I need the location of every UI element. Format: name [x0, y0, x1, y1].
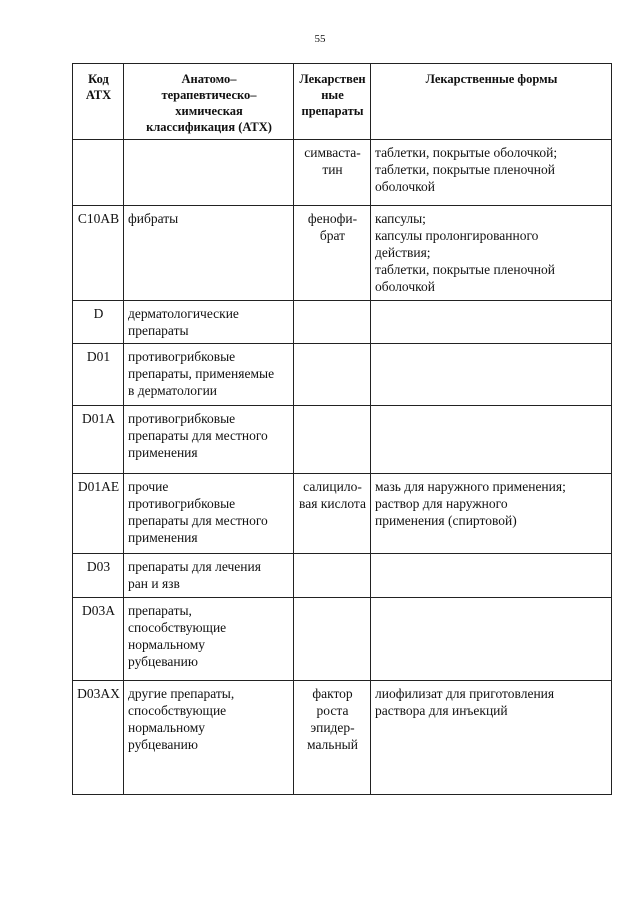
header-line: АТХ [85, 88, 112, 102]
cell-forms [371, 598, 612, 681]
cell-line: противогрибковые [128, 496, 236, 511]
cell-code [73, 554, 124, 598]
table-row [73, 301, 612, 344]
cell-classification [124, 554, 294, 598]
cell-drug [294, 474, 371, 554]
cell-classification [124, 344, 294, 406]
cell-drug [294, 206, 371, 301]
cell-line: таблетки, покрытые пленочной [375, 262, 556, 277]
cell-classification [124, 598, 294, 681]
header-classification [124, 64, 294, 140]
header-line: Лекарственные формы [425, 72, 558, 86]
header-line: препараты [301, 104, 364, 118]
cell-forms [371, 406, 612, 474]
header-line: Анатомо– [181, 72, 237, 86]
header-code [73, 64, 124, 140]
cell-drug [294, 554, 371, 598]
header-drugs [294, 64, 371, 140]
cell-drug [294, 406, 371, 474]
cell-line: капсулы; [375, 211, 426, 226]
table-row [73, 474, 612, 554]
cell-forms [371, 140, 612, 206]
cell-line: капсулы пролонгированного [375, 228, 539, 243]
cell-line: D03 [86, 559, 111, 574]
cell-line: в дерматологии [128, 383, 218, 398]
cell-line: применения [128, 530, 198, 545]
cell-drug [294, 140, 371, 206]
cell-code [73, 406, 124, 474]
cell-code [73, 344, 124, 406]
table-row [73, 406, 612, 474]
cell-line: эпидер- [310, 720, 355, 735]
cell-line: брат [319, 228, 346, 243]
table-header-row [73, 64, 612, 140]
cell-classification [124, 301, 294, 344]
cell-code [73, 206, 124, 301]
cell-code [73, 598, 124, 681]
cell-line: вая кислота [299, 496, 366, 511]
cell-line: раствор для наружного [375, 496, 508, 511]
table-row [73, 681, 612, 795]
cell-line: ран и язв [128, 576, 180, 591]
cell-classification [124, 681, 294, 795]
cell-line: рубцеванию [128, 737, 198, 752]
cell-code [73, 301, 124, 344]
cell-line: D03A [82, 603, 115, 618]
header-line: классификация (АТХ) [146, 120, 272, 134]
cell-line: таблетки, покрытые пленочной [375, 162, 556, 177]
cell-line: фибраты [128, 211, 179, 226]
cell-line: D01 [86, 349, 111, 364]
cell-forms [371, 301, 612, 344]
cell-line: нормальному [128, 720, 205, 735]
header-line: Код [88, 72, 109, 86]
cell-forms [371, 681, 612, 795]
table-row [73, 140, 612, 206]
cell-line: противогрибковые [128, 349, 236, 364]
cell-line: другие препараты, [128, 686, 235, 701]
cell-drug [294, 598, 371, 681]
cell-line: противогрибковые [128, 411, 236, 426]
cell-forms [371, 206, 612, 301]
cell-drug [294, 681, 371, 795]
cell-line: препараты [128, 323, 189, 338]
cell-line: D01AE [77, 479, 120, 494]
cell-line: фенофи- [307, 211, 358, 226]
cell-drug [294, 301, 371, 344]
table-row [73, 598, 612, 681]
cell-line: мазь для наружного применения; [375, 479, 566, 494]
header-line: терапевтическо– [161, 88, 257, 102]
atx-table [72, 63, 612, 795]
cell-classification [124, 206, 294, 301]
cell-drug [294, 344, 371, 406]
header-line: Лекарствен [299, 72, 366, 86]
cell-line: лиофилизат для приготовления [375, 686, 555, 701]
cell-line: D03AX [77, 686, 120, 701]
cell-line: фактор [312, 686, 353, 701]
cell-code [73, 474, 124, 554]
cell-line: тин [322, 162, 343, 177]
cell-classification [124, 406, 294, 474]
cell-forms [371, 554, 612, 598]
cell-line: прочие [128, 479, 169, 494]
cell-line: способствующие [128, 620, 227, 635]
cell-code [73, 140, 124, 206]
cell-classification [124, 474, 294, 554]
header-forms [371, 64, 612, 140]
table-row [73, 554, 612, 598]
cell-line: препараты для местного [128, 428, 268, 443]
cell-line: препараты, [128, 603, 192, 618]
page-number: 55 [314, 33, 326, 45]
header-line: ные [321, 88, 344, 102]
cell-code [73, 681, 124, 795]
cell-forms [371, 344, 612, 406]
cell-line: салицило- [303, 479, 362, 494]
cell-line: симваста- [304, 145, 361, 160]
cell-line: роста [316, 703, 349, 718]
table-row [73, 206, 612, 301]
cell-line: оболочкой [375, 179, 435, 194]
cell-line: D [93, 306, 104, 321]
cell-line: применения [128, 445, 198, 460]
header-line: химическая [175, 104, 243, 118]
cell-line: применения (спиртовой) [375, 513, 517, 528]
cell-line: действия; [375, 245, 431, 260]
cell-line: D01A [82, 411, 115, 426]
table-row [73, 344, 612, 406]
cell-line: рубцеванию [128, 654, 198, 669]
cell-line: способствующие [128, 703, 227, 718]
cell-line: нормальному [128, 637, 205, 652]
cell-line: раствора для инъекций [375, 703, 508, 718]
cell-line: препараты, применяемые [128, 366, 275, 381]
cell-line: дерматологические [128, 306, 239, 321]
cell-line: мальный [307, 737, 358, 752]
cell-line: C10AB [77, 211, 120, 226]
cell-line: таблетки, покрытые оболочкой; [375, 145, 558, 160]
cell-classification [124, 140, 294, 206]
cell-line: препараты для местного [128, 513, 268, 528]
cell-line: препараты для лечения [128, 559, 261, 574]
cell-line: оболочкой [375, 279, 435, 294]
cell-forms [371, 474, 612, 554]
